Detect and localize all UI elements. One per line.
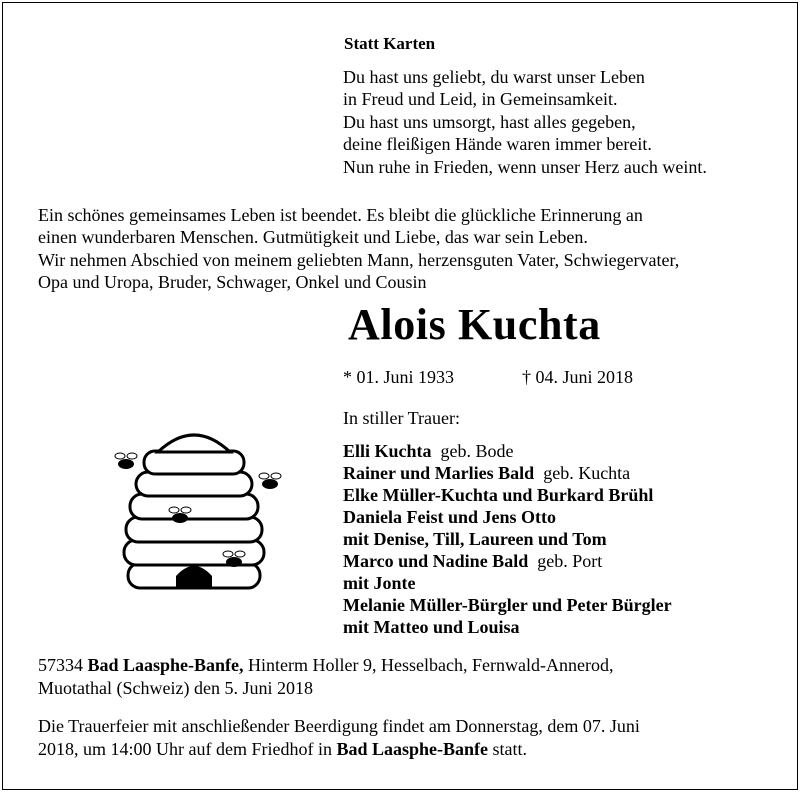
poem-line: in Freud und Leid, in Gemeinsamkeit. [343,89,618,110]
intro-line: einen wunderbaren Menschen. Gutmütigkeit und Liebe, das war sein Leben. [38,227,588,248]
address-block [38,654,613,699]
family-line: Daniela Feist und Jens Otto [343,507,557,527]
intro-text [38,204,679,294]
service-line: Die Trauerfeier mit anschließender Beerdigung findet am Donnerstag, dem 07. Juni [38,716,640,736]
mourning-label: In stiller Trauer: [343,408,460,428]
service-info [38,715,640,761]
family-line: mit Jonte [343,573,416,593]
death-date: † 04. Juni 2018 [522,367,634,387]
family-line: Elli Kuchta geb. Bode [343,441,514,461]
poem-line: Nun ruhe in Frieden, wenn unser Herz auch weint. [343,156,707,177]
poem [343,66,707,178]
notice-heading: Statt Karten [344,34,436,53]
family-list [343,440,672,638]
family-line: Marco und Nadine Bald geb. Port [343,551,603,571]
deceased-name: Alois Kuchta [348,300,601,349]
birth-date: * 01. Juni 1933 [343,367,455,387]
poem-line: Du hast uns geliebt, du warst unser Leben [343,67,645,87]
poem-line: deine fleißigen Hände waren immer bereit. [343,134,652,155]
address-line: 57334 Bad Laasphe-Banfe, Hinterm Holler 9, Hesselbach, Fernwald-Annerod, [38,655,614,675]
intro-line: Ein schönes gemeinsames Leben ist beendet. Es bleibt die glückliche Erinnerung an [38,205,643,225]
family-line: Melanie Müller-Bürgler und Peter Bürgler [343,595,672,615]
service-line: 2018, um 14:00 Uhr auf dem Friedhof in Bad Laasphe-Banfe statt. [38,739,528,759]
family-line: mit Matteo und Louisa [343,617,520,637]
family-line: mit Denise, Till, Laureen und Tom [343,529,607,549]
intro-line: Opa und Uropa, Bruder, Schwager, Onkel und Cousin [38,272,427,293]
intro-line: Wir nehmen Abschied von meinem geliebten Mann, herzensguten Vater, Schwiegervater, [38,249,680,270]
poem-line: Du hast uns umsorgt, hast alles gegeben, [343,111,636,132]
address-line: Muotathal (Schweiz) den 5. Juni 2018 [38,677,313,698]
family-line: Elke Müller-Kuchta und Burkard Brühl [343,485,654,505]
beehive-with-bees-icon [92,418,296,594]
bee-icon [115,453,137,469]
family-line: Rainer und Marlies Bald geb. Kuchta [343,463,631,483]
